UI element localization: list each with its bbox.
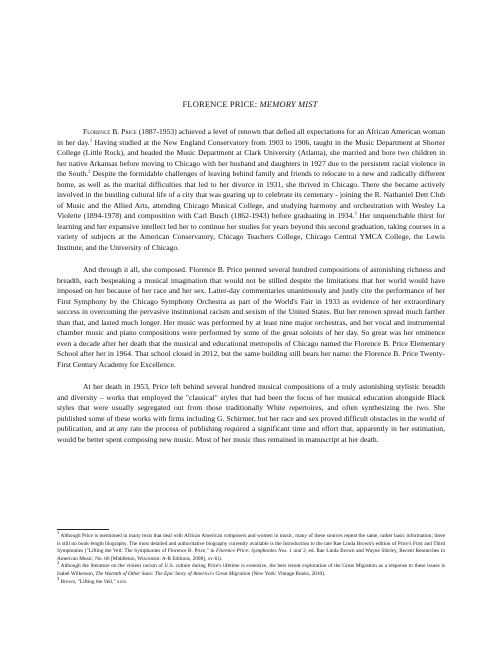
paragraph-1-text-b: Having studied at the New England Conservatory from 1903 to 1906, taught in the Music Department at Shorter College (Little Rock), and headed the Music Department at Clark University (Atlanta), she married and bore two children in her native Arkansas before moving to Chicago with her husband and daughters in 1927 due to the persistent racial violence in the South. [57,137,445,178]
title-work: MEMORY MIST [259,99,318,109]
footnote-2-title: The Warmth of Other Suns: The Epic Story of America's Great Migration [95,570,251,577]
footnote-1-text-a: Although Price is mentioned in many texts that deal with African American composers and women in music, many of these sources repeat the same, rather basic information; there is still no book-length biography. The most detailed and authoritative biography currently available is the Introduction to the late Rae Linda Brown's edition of Price's First and Third Symphonies ("Lifting the Veil: The Symphonies of Florence B. Price," in [57,533,445,555]
footnotes [57,530,445,586]
footnote-1-text-b: , ed. Rae Linda Brown and Wayne Shirley, Recent Researches in American Music, No. 66 [Middleton, Wisconsin: A-R Editions, 2008], xv-lii). [57,548,445,562]
body-text [57,127,445,457]
footnote-ref-3: 3 [354,210,357,216]
footnote-3-number: 3 [57,575,60,581]
footnote-1-number: 1 [57,530,60,536]
footnote-3-text: Brown, "Lifting the Veil," xxiv. [59,578,128,585]
paragraph-3: At her death in 1953, Price left behind several hundred musical compositions of a truly astonishing stylistic breadth and diversity – works that employed the "classical" styles that had been the focus of her musical education alongside Black styles that were usually segregated out from those traditionally White repertoires, and often synthesizing the two. She published some of these works with firms including G. Schirmer, but her race and sex proved difficult obstacles in the world of publication, and at any rate the process of publishing required a significant time and effort that, apparently in her estimation, would be better spent composing new music. Most of her music thus remained in manuscript at her death. [57,382,445,444]
paragraph-1-text-d: Her unquenchable thirst for learning and her expansive intellect led her to continue her studies for years beyond this second graduation, taking courses in a variety of subjects at the American Conservatory, Chicago Teachers College, Chicago Central YMCA College, the Lewis Institute, and the University of Chicago. [57,211,445,252]
footnote-ref-1: 1 [89,136,93,142]
footnote-2 [57,560,445,578]
page-title [0,99,500,109]
paragraph-2: And through it all, she composed. Florence B. Price penned several hundred compositions of astonishing richness and breadth, each bespeaking a musical imagination that would not be stilled despite the limitations that her world would have imposed on her because of her race and her sex. Latter-day commentaries unanimously and justly cite the performance of her First Symphony by the Chicago Symphony Orchestra as part of the World's Fair in 1933 as evidence of her extraordinary success in overcoming the pervasive institutional racism and sexism of the United States. But her renown spread much farther than that, and lasted much longer. Her music was performed by at least nine major orchestras, and her vocal and instrumental chamber music and piano compositions were performed by some of the great soloists of her day. So great was her eminence even a decade after her death that the musical and educational metropolis of Chicago named the Florence B. Price Elementary School after her in 1964. That school closed in 2012, but the same building still bears her name: the Florence B. Price Twenty-First Century Academy for Excellence. [57,265,445,369]
title-prefix: FLORENCE PRICE: [182,99,260,109]
footnote-3 [57,575,445,587]
footnote-ref-2: 2 [88,168,91,174]
footnote-1 [57,530,445,563]
paragraph-1-text-a: (1887-1953) achieved a level of renown that defied all expectations for an African American woman in her day. [57,127,446,147]
paragraph-1 [57,127,445,253]
footnote-2-text-a: Although the literature on the violent racism of U.S. culture during Price's lifetime is extensive, the best recent exploration of the Great Migration as a response to these issues is Isabel Wilkerson, [57,563,445,577]
lead-name: Florence B. Price [83,127,137,136]
footnote-2-number: 2 [57,560,60,566]
paragraph-1-text-c: Despite the formidable challenges of leaving behind family and friends to relocate to a new and radically different home, as well as the marital difficulties that led to her divorce in 1931, she thrived in Chicago. There she became actively involved in the bustling cultural life of a city that was gearing up to celebrate its centenary - joining the R. Nathaniel Dett Club of Music and the Allied Arts, attending Chicago Musical College, and studying harmony and orchestration with Wesley La Violette (1894-1978) and composition with Carl Busch (1862-1943) before graduating in 1934. [57,169,445,220]
footnote-divider [57,529,109,530]
footnote-1-title: Florence Price: Symphonies Nos. 1 and 3 [216,548,306,555]
footnote-2-text-b: (New York: Vintage Books, 2010). [250,570,326,577]
